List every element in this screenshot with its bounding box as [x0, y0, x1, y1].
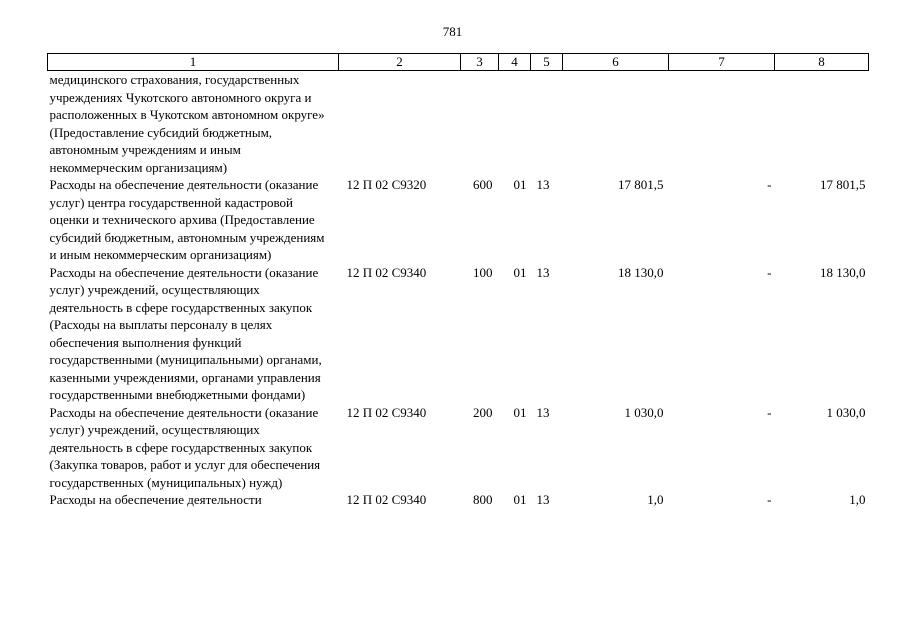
row-col6: 17 801,5 [618, 177, 664, 192]
budget-table [47, 53, 869, 509]
row-col6: 1 030,0 [624, 404, 664, 420]
table-row [48, 71, 869, 177]
row-col7: - [767, 177, 772, 192]
row-col7: - [767, 264, 772, 280]
row-col5: 13 [536, 404, 550, 420]
row-col6: 18 130,0 [618, 264, 664, 280]
row-col4 [499, 71, 531, 177]
column-header: 1 [48, 54, 339, 71]
column-header: 3 [461, 54, 499, 71]
row-description: Расходы на обеспечение деятельности [49, 492, 262, 507]
column-header: 7 [669, 54, 775, 71]
row-col5 [531, 71, 563, 177]
row-col5: 13 [536, 264, 550, 280]
table-header-row [48, 54, 869, 71]
table-row [48, 491, 869, 509]
row-col7: - [767, 404, 772, 420]
column-header: 6 [563, 54, 669, 71]
row-col3: 100 [473, 264, 493, 280]
table-row [48, 404, 869, 492]
row-col7 [669, 71, 775, 177]
row-col4: 01 [513, 264, 527, 280]
row-col6: 1,0 [647, 492, 664, 507]
row-col4: 01 [513, 177, 527, 192]
row-col5: 13 [536, 177, 550, 192]
row-col8: 1 030,0 [826, 404, 866, 420]
row-col8: 17 801,5 [820, 177, 866, 192]
row-col4: 01 [513, 404, 527, 420]
column-header: 8 [775, 54, 869, 71]
row-col6 [563, 71, 669, 177]
row-col3: 800 [473, 492, 493, 507]
page-number: 781 [442, 24, 463, 39]
table-row [48, 176, 869, 264]
row-code: 12 П 02 С9340 [346, 492, 427, 507]
column-header: 2 [339, 54, 461, 71]
row-col5: 13 [536, 492, 550, 507]
row-col3 [461, 71, 499, 177]
row-col4: 01 [513, 492, 527, 507]
row-description: Расходы на обеспечение деятельности (оказание услуг) центра государственной кадастровой оценки и технического архива (Предоставление субсидий бюджетным, автономным учреждениям и иным некоммерческим организациям) [49, 177, 325, 262]
row-col8: 18 130,0 [820, 264, 866, 280]
row-col8: 1,0 [849, 492, 866, 507]
row-code: 12 П 02 С9340 [346, 264, 427, 280]
row-description: Расходы на обеспечение деятельности (оказание услуг) учреждений, осуществляющих деятельность в сфере государственных закупок (Закупка товаров, работ и услуг для обеспечения государственных (муниципальных) нужд) [49, 404, 321, 490]
row-description: Расходы на обеспечение деятельности (оказание услуг) учреждений, осуществляющих деятельность в сфере государственных закупок (Расходы на выплаты персоналу в целях обеспечения выполнения функций государственными (муниципальными) органами, казенными учреждениями, органами управления государственными внебюджетными фондами) [49, 264, 322, 402]
row-code: 12 П 02 С9340 [346, 404, 427, 420]
column-header: 5 [531, 54, 563, 71]
row-code [339, 71, 461, 177]
row-col8 [775, 71, 869, 177]
row-col7: - [767, 492, 772, 507]
row-col3: 200 [473, 404, 493, 420]
table-row [48, 264, 869, 404]
row-col3: 600 [473, 177, 493, 192]
row-description: медицинского страхования, государственных учреждениях Чукотского автономного округа и расположенных в Чукотском автономном округе» (Предоставление субсидий бюджетным, автономным учреждениям и иным некоммерческим организациям) [49, 72, 325, 175]
column-header: 4 [499, 54, 531, 71]
row-code: 12 П 02 С9320 [346, 177, 427, 192]
